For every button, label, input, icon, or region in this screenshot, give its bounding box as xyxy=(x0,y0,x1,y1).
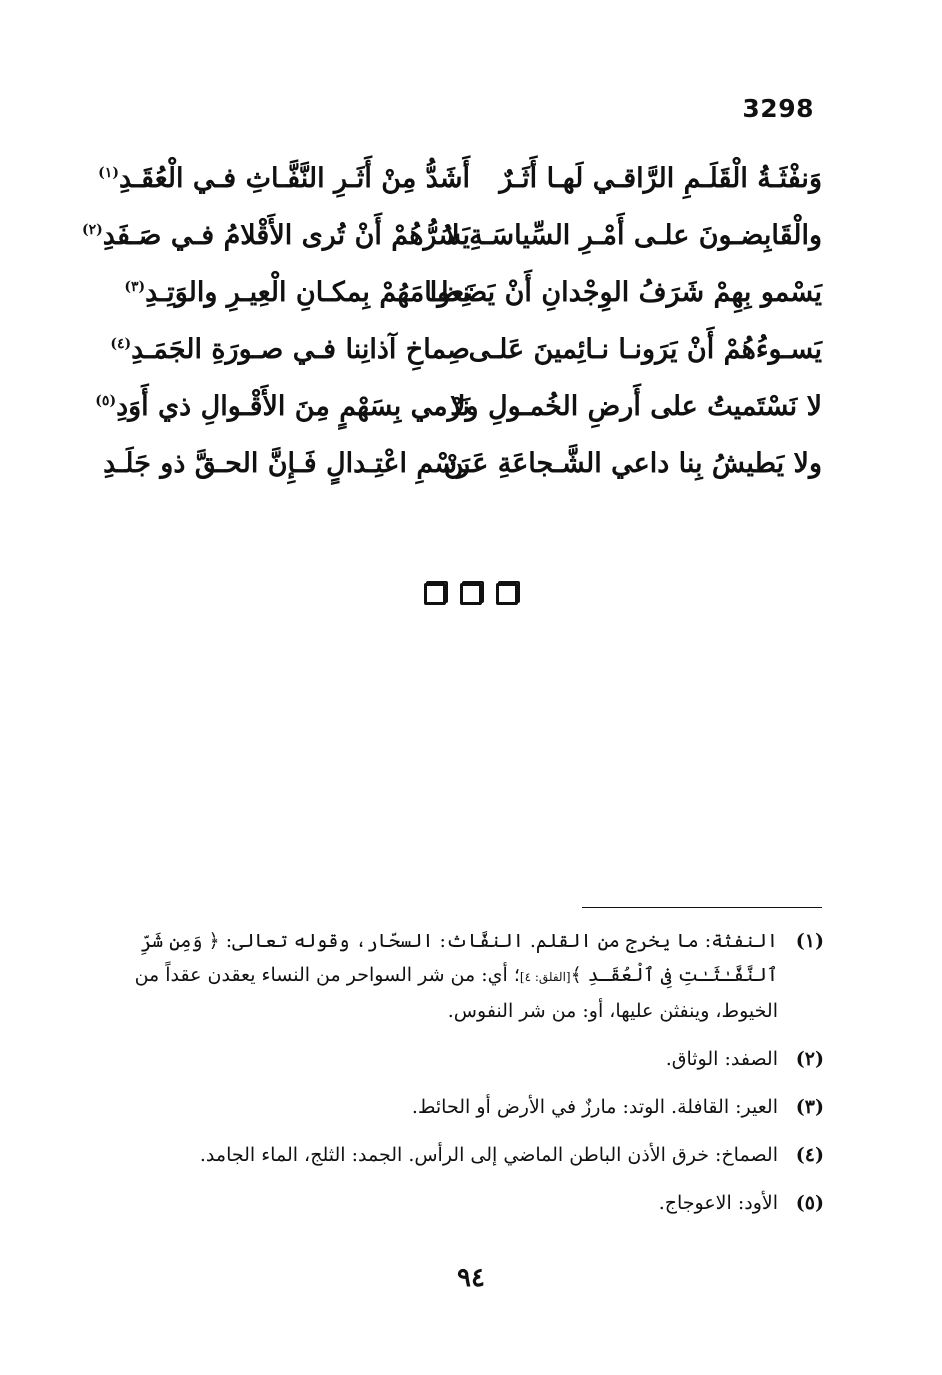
verse-first-hemistich: والْقَابِضـونَ علـى أَمْـرِ السِّياسَـةِ لا xyxy=(444,220,822,251)
verse-line xyxy=(100,321,822,378)
verse-second-hemistich xyxy=(100,165,470,192)
footnote-separator xyxy=(582,907,822,908)
verse-second-hemistich xyxy=(100,450,470,477)
footnote-item xyxy=(130,1090,824,1124)
verse-line xyxy=(82,207,822,264)
footnote-text xyxy=(130,924,778,1028)
verse-second-hemistich xyxy=(95,391,470,422)
footnote-number: (٢) xyxy=(795,1048,824,1070)
footnote-text-part: ؛ أي: من شر السواحر من النساء يعقدن عقداً من الخيوط، وينفثن عليها، أو: من شر النفوس. xyxy=(134,964,778,1022)
square-ornament-icon xyxy=(496,583,518,605)
footnote-number: (٤) xyxy=(795,1144,824,1166)
verse-second-hemistich xyxy=(100,336,470,363)
footnote-text: الأود: الاعوجاج. xyxy=(658,1192,778,1214)
footnote-text-part: النفثة: ما يخرج من القلم. النفَّاث: السحّار، وقوله تعالى: ﴿ وَمِن شَرِّ ٱلنَّفَّـٰثَـٰتِ فِى ٱلْعُقَـدِ ﴾ xyxy=(140,930,778,986)
footnote-marker[interactable]: (٢) xyxy=(82,222,103,238)
hemistich-text: نِظـامَهُمْ بِمكـانِ الْعِيـرِ والوَتِـدِ xyxy=(145,277,470,308)
footnote-number: (٥) xyxy=(795,1192,824,1214)
verse-first-hemistich: يَسْمو بِهِمْ شَرَفُ الوِجْدانِ أَنْ يَضَعوا xyxy=(429,277,822,308)
hemistich-text: نَرْمي بِسَهْمٍ مِنَ الأَقْـوالِ ذي أَوَدِ xyxy=(116,391,470,422)
hemistich-text: يَسُرُّهُمْ أَنْ تُرى الأَقْلامُ فـي صَـفَدِ xyxy=(102,220,470,251)
verse-second-hemistich xyxy=(100,279,470,306)
quran-reference: [الفلق: ٤] xyxy=(519,970,571,984)
footnote-item xyxy=(130,924,824,1028)
footnote-number: (٣) xyxy=(795,1096,824,1118)
verse-line xyxy=(100,435,822,492)
square-ornament-icon xyxy=(424,583,446,605)
footnote-number: (١) xyxy=(795,930,824,952)
footnote-item xyxy=(130,1186,824,1220)
verse-first-hemistich: لا نَسْتَميتُ على أَرضِ الخُمـولِ ولا xyxy=(450,391,822,422)
verse-second-hemistich xyxy=(82,220,470,251)
hemistich-text: صِماخِ آذانِنا فـي صـورَةِ الجَمَـدِ xyxy=(131,334,470,365)
hemistich-text: أَشَدُّ مِنْ أَثَـرِ النَّفَّـاثِ فـي الْعُقَـدِ xyxy=(118,163,470,194)
verse-first-hemistich: ولا يَطيشُ بِنا داعي الشَّـجاعَةِ عَـنْ xyxy=(443,448,822,479)
footnote-marker[interactable]: (٥) xyxy=(95,393,117,409)
footnotes xyxy=(130,924,824,1234)
footnote-marker[interactable]: (١) xyxy=(98,165,119,181)
square-ornament-icon xyxy=(460,583,482,605)
verse-first-hemistich: وَنفْثَـةُ الْقَلَـمِ الرَّاقـي لَهـا أَثَـرٌ xyxy=(499,163,822,194)
verse-line xyxy=(100,264,822,321)
footnote-text: العير: القافلة. الوتد: مارزٌ في الأرض أو الحائط. xyxy=(411,1096,778,1118)
verse-line xyxy=(100,150,822,207)
hemistich-text: رَسْمِ اعْتِـدالٍ فَـإِنَّ الحـقَّ ذو جَلَـدِ xyxy=(103,448,470,479)
footnote-text: الصماخ: خرق الأذن الباطن الماضي إلى الرأس. الجمد: الثلج، الماء الجامد. xyxy=(199,1144,778,1166)
document-id: 3298 xyxy=(742,94,814,123)
footnote-marker[interactable]: (٣) xyxy=(124,279,146,295)
verse-line xyxy=(95,378,822,435)
poem xyxy=(82,150,822,492)
footnote-text: الصفد: الوثاق. xyxy=(665,1048,778,1070)
footnote-item xyxy=(130,1138,824,1172)
section-divider-ornament xyxy=(0,583,942,605)
page-number: ٩٤ xyxy=(457,1263,485,1293)
footnote-item xyxy=(130,1042,824,1076)
verse-first-hemistich: يَسـوءُهُمْ أَنْ يَرَونـا نـائِمينَ عَلـى xyxy=(468,334,822,365)
footnote-marker[interactable]: (٤) xyxy=(110,336,132,352)
